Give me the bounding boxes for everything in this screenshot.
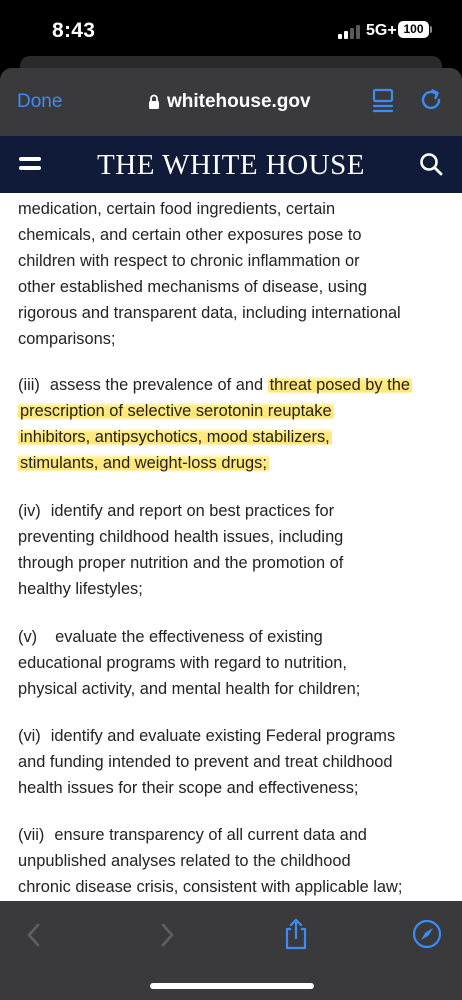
- text-line: chronic disease crisis, consistent with applicable law;: [18, 878, 403, 896]
- battery-cap: [430, 26, 432, 33]
- status-bar: [0, 0, 462, 58]
- search-icon[interactable]: [418, 151, 444, 177]
- compass-icon[interactable]: [412, 919, 442, 949]
- site-title[interactable]: THE WHITE HOUSE: [97, 149, 365, 181]
- text-line: physical activity, and mental health for children;: [18, 680, 361, 698]
- cellular-signal-icon: [338, 25, 362, 39]
- item-label: (v): [18, 628, 38, 646]
- url-text: whitehouse.gov: [167, 91, 311, 112]
- text-line: comparisons;: [18, 330, 116, 348]
- intro-paragraph: [18, 196, 448, 352]
- address-bar[interactable]: [148, 90, 311, 114]
- text-segment: assess the prevalence of and: [49, 376, 268, 394]
- item-label: (iii): [18, 376, 40, 394]
- highlighted-text: stimulants, and weight-loss drugs;: [20, 454, 267, 472]
- text-line: chemicals, and certain other exposures pose to: [18, 226, 362, 244]
- item-iv-paragraph: [18, 498, 448, 602]
- reader-view-icon[interactable]: [372, 88, 394, 114]
- item-vi-paragraph: [18, 723, 448, 801]
- text-line: children with respect to chronic inflammation or: [18, 252, 360, 270]
- site-header: [0, 136, 462, 193]
- text-line: unpublished analyses related to the childhood: [18, 852, 351, 870]
- text-line: other established mechanisms of disease, using: [18, 278, 367, 296]
- item-iii-paragraph: [18, 372, 448, 476]
- status-time: 8:43: [52, 19, 96, 42]
- share-icon[interactable]: [283, 918, 309, 950]
- text-line: and funding intended to prevent and treat childhood: [18, 753, 393, 771]
- done-button[interactable]: Done: [17, 91, 63, 112]
- text-line: through proper nutrition and the promotion of: [18, 554, 344, 572]
- text-line: health issues for their scope and effectiveness;: [18, 779, 359, 797]
- text-segment: identify and report on best practices for: [50, 502, 335, 520]
- text-line: educational programs with regard to nutrition,: [18, 654, 347, 672]
- highlighted-text: prescription of selective serotonin reuptake: [20, 402, 332, 420]
- item-label: (iv): [18, 502, 41, 520]
- text-line: preventing childhood health issues, including: [18, 528, 344, 546]
- home-indicator[interactable]: [150, 983, 314, 989]
- text-line: medication, certain food ingredients, certain: [18, 200, 336, 218]
- text-line: healthy lifestyles;: [18, 580, 143, 598]
- item-label: (vii): [18, 826, 45, 844]
- network-type: 5G+: [366, 22, 397, 39]
- reload-icon[interactable]: [418, 87, 444, 113]
- battery-icon: 100: [398, 21, 429, 38]
- text-segment: ensure transparency of all current data and: [54, 826, 367, 844]
- item-label: (vi): [18, 727, 41, 745]
- article-content: [0, 193, 462, 901]
- lock-icon: [148, 94, 160, 110]
- browser-toolbar: [0, 68, 462, 136]
- forward-chevron-icon[interactable]: [157, 922, 177, 948]
- text-line: rigorous and transparent data, including international: [18, 304, 401, 322]
- highlighted-text: threat posed by the: [269, 376, 410, 394]
- item-v-paragraph: [18, 624, 448, 702]
- item-vii-paragraph: [18, 822, 448, 900]
- back-chevron-icon[interactable]: [24, 922, 44, 948]
- highlighted-text: inhibitors, antipsychotics, mood stabilizers,: [20, 428, 330, 446]
- text-segment: identify and evaluate existing Federal programs: [50, 727, 396, 745]
- text-segment: evaluate the effectiveness of existing: [55, 628, 323, 646]
